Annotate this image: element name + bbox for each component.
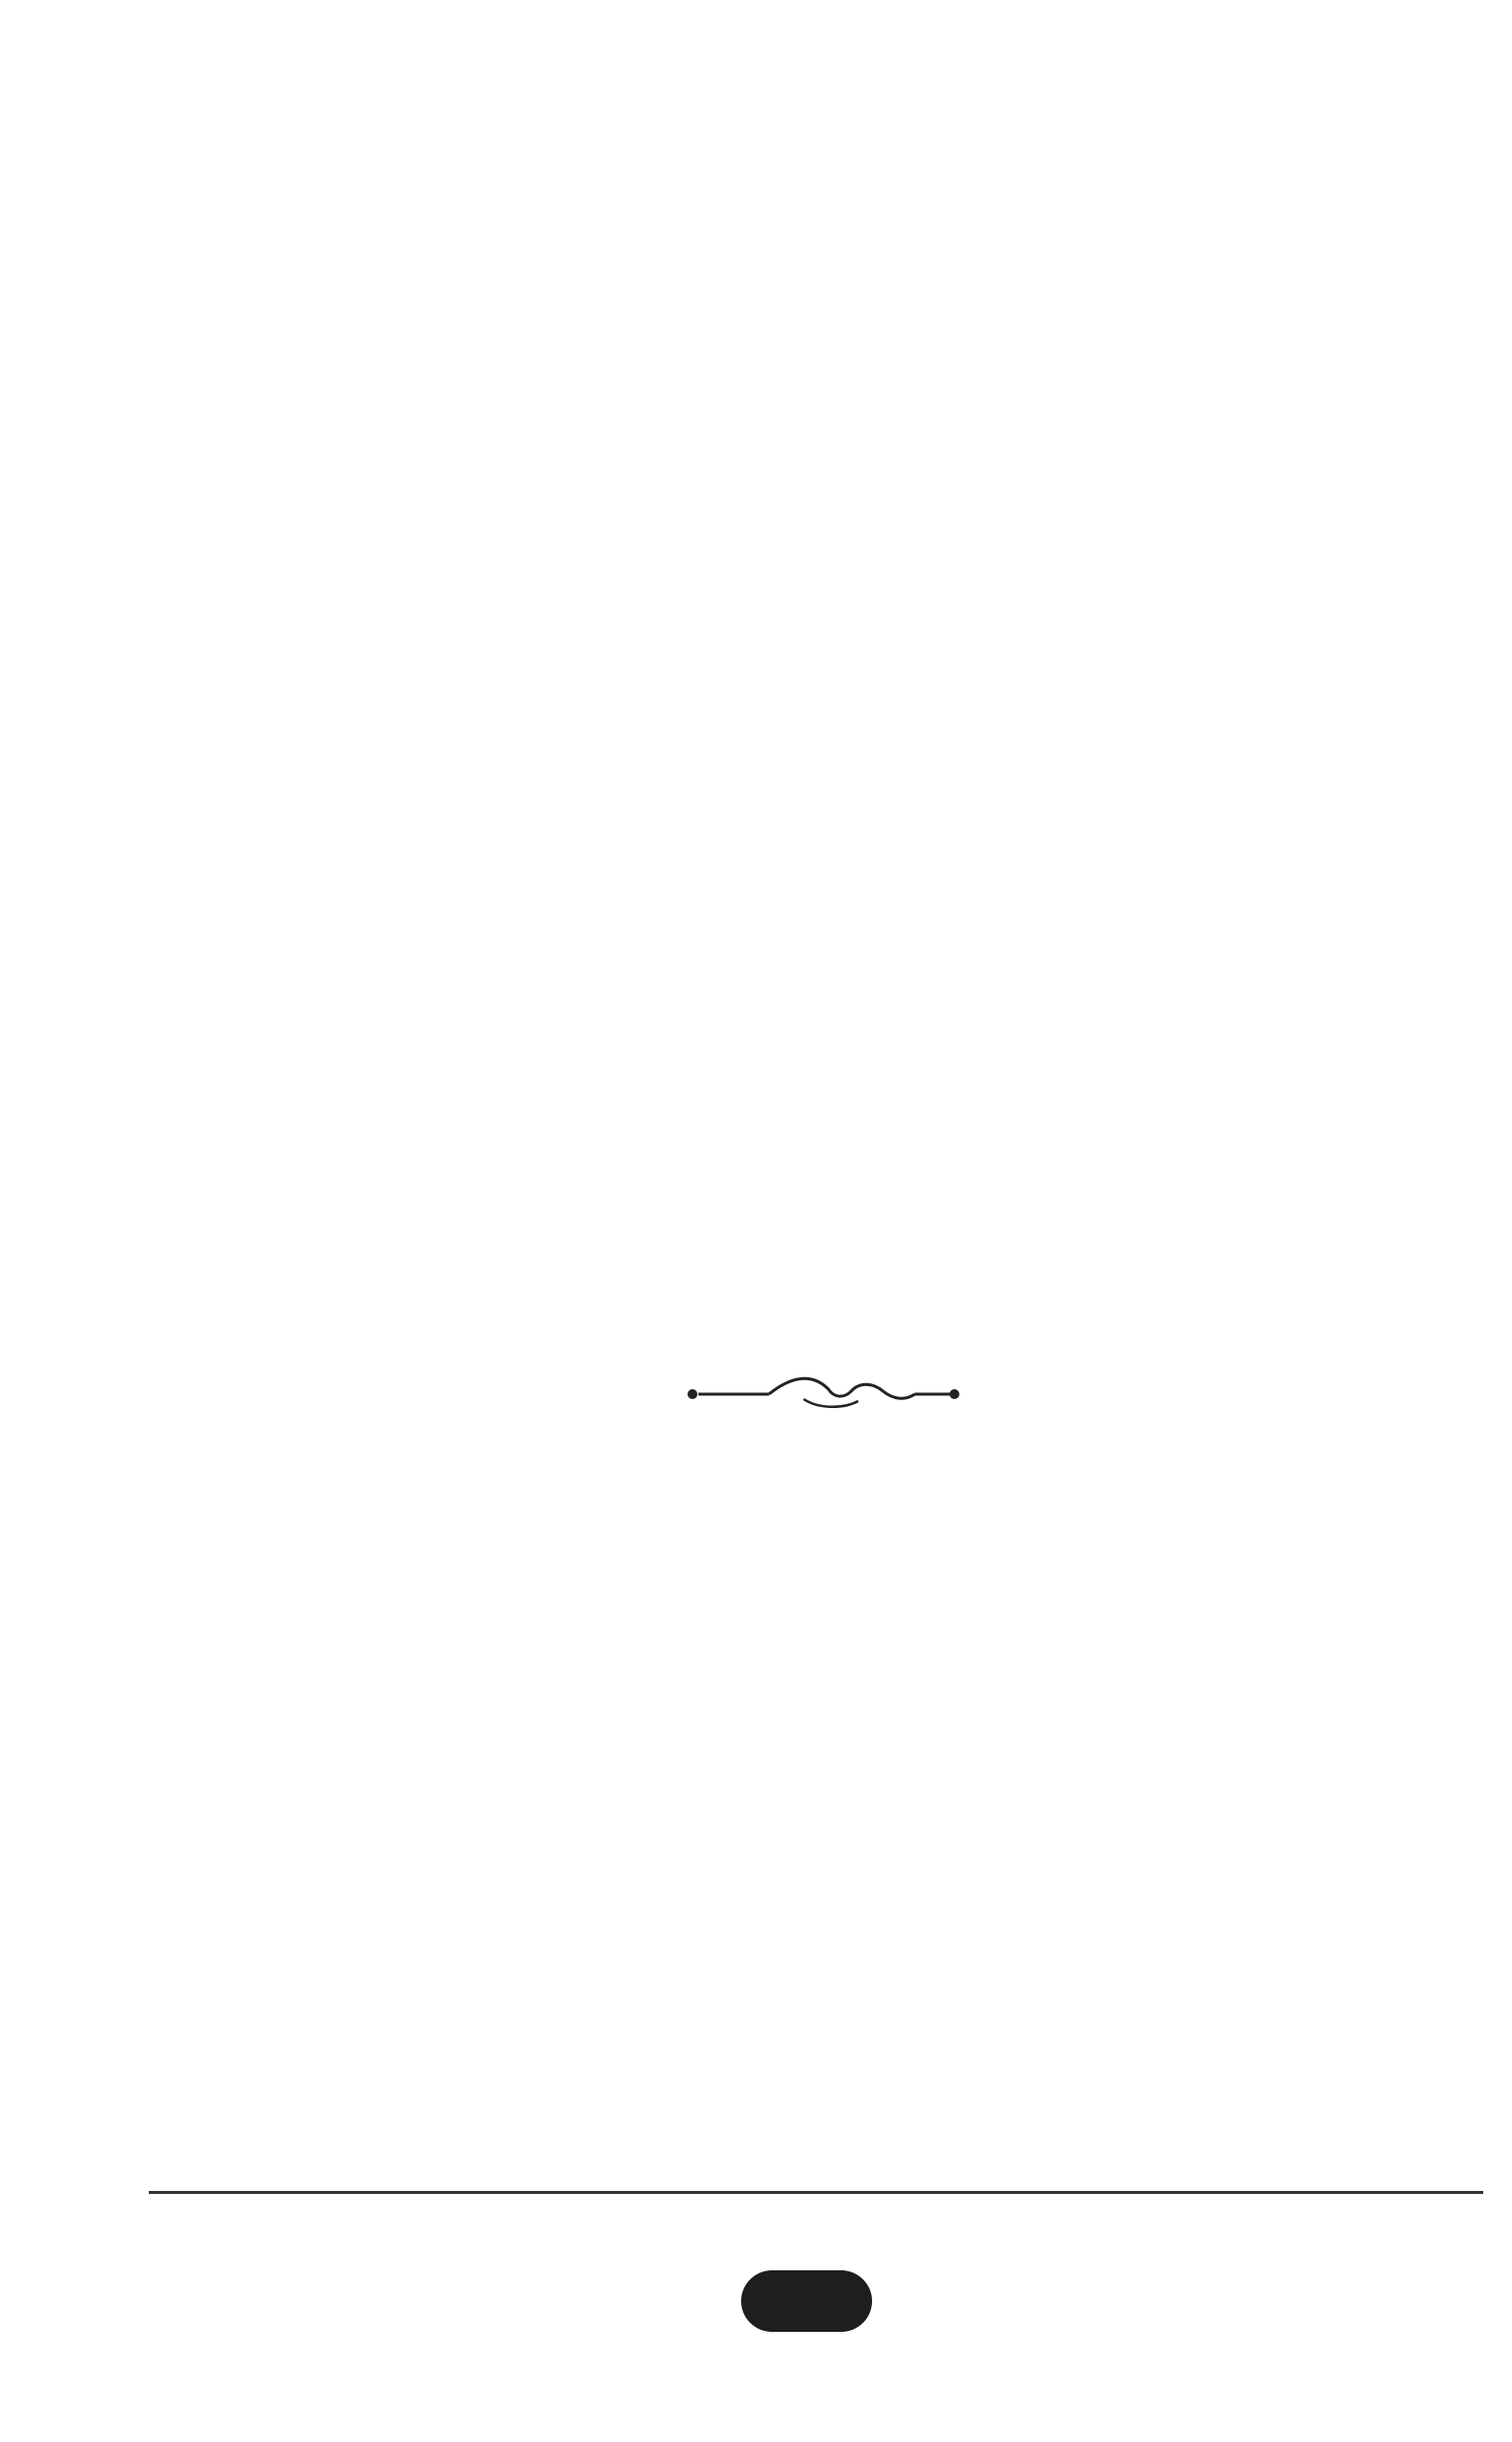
section-divider-ornament bbox=[685, 1369, 962, 1419]
bottom-ornamental-border bbox=[139, 2266, 1473, 2336]
footnote-divider bbox=[149, 2191, 1483, 2194]
page-number bbox=[741, 2270, 872, 2332]
top-ornamental-border bbox=[139, 87, 1473, 157]
